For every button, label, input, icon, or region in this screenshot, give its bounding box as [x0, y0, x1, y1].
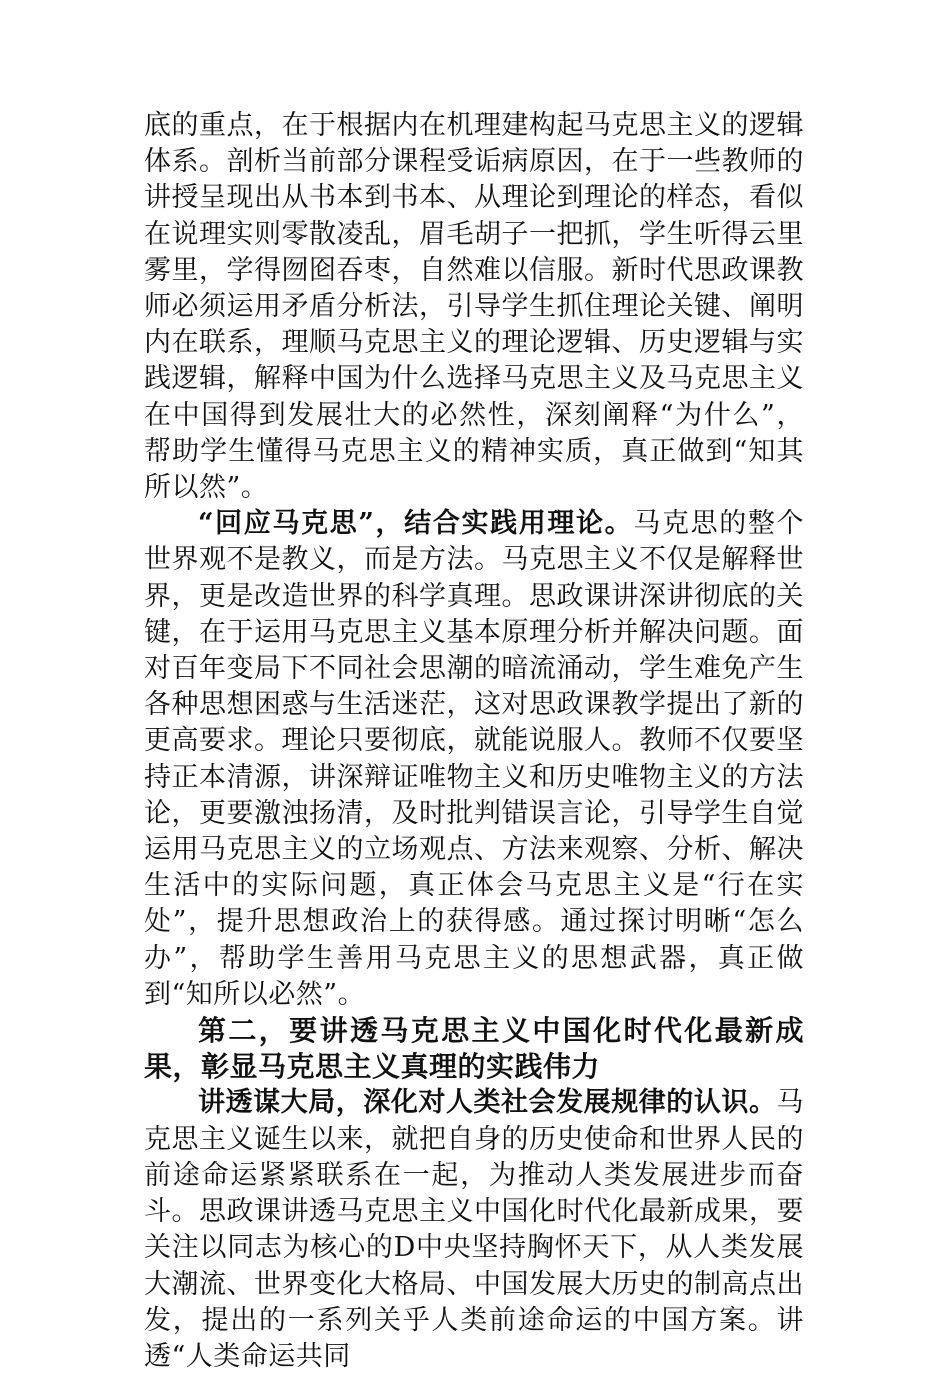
paragraph-text: 马克思的整个世界观不是教义，而是方法。马克思主义不仅是解释世界，更是改造世界的科学真理。思政课讲深讲彻底的关键，在于运用马克思主义基本原理分析并解决问题。面对百年变局下不同社会思潮的暗流涌动，学生难免产生各种思想困惑与生活迷茫，这对思政课教学提出了新的更高要求。理论只要彻底，就能说服人。教师不仅要坚持正本清源，讲深辩证唯物主义和历史唯物主义的方法论，更要激浊扬清，及时批判错误言论，引导学生自觉运用马克思主义的立场观点、方法来观察、分析、解决生活中的实际问题，真正体会马克思主义是“行在实处”，提升思想政治上的获得感。通过探讨明晰“怎么办”，帮助学生善用马克思主义的思想武器，真正做到“知所以必然”。 — [144, 508, 805, 1010]
paragraph-text: 马克思主义诞生以来，就把自身的历史使命和世界人民的前途命运紧紧联系在一起，为推动人类发展进步而奋斗。思政课讲透马克思主义中国化时代化最新成果，要关注以同志为核心的D中央坚持胸怀天下，从人类发展大潮流、世界变化大格局、中国发展大历史的制高点出发，提出的一系列关乎人类前途命运的中国方案。讲透“人类命运共同 — [144, 1087, 804, 1372]
paragraph-lead: “回应马克思”，结合实践用理论。 — [198, 508, 634, 540]
section-heading: 第二，要讲透马克思主义中国化时代化最新成果，彰显马克思主义真理的实践伟力 — [144, 1014, 804, 1084]
paragraph-lead: 讲透谋大局，深化对人类社会发展规律的认识。 — [198, 1087, 777, 1119]
paragraph-continuation — [144, 108, 804, 506]
paragraph-respond-marx — [144, 506, 804, 1013]
paragraph-text: 底的重点，在于根据内在机理建构起马克思主义的逻辑体系。剖析当前部分课程受诟病原因，在于一些教师的讲授呈现出从书本到书本、从理论到理论的样态，看似在说理实则零散凌乱，眉毛胡子一把抓，学生听得云里雾里，学得囫囵吞枣，自然难以信服。新时代思政课教师必须运用矛盾分析法，引导学生抓住理论关键、阐明内在联系，理顺马克思主义的理论逻辑、历史逻辑与实践逻辑，解释中国为什么选择马克思主义及马克思主义在中国得到发展壮大的必然性，深刻阐释“为什么”，帮助学生懂得马克思主义的精神实质，真正做到“知其所以然”。 — [144, 110, 804, 504]
paragraph-big-picture — [144, 1085, 804, 1375]
document-page — [144, 108, 804, 1375]
